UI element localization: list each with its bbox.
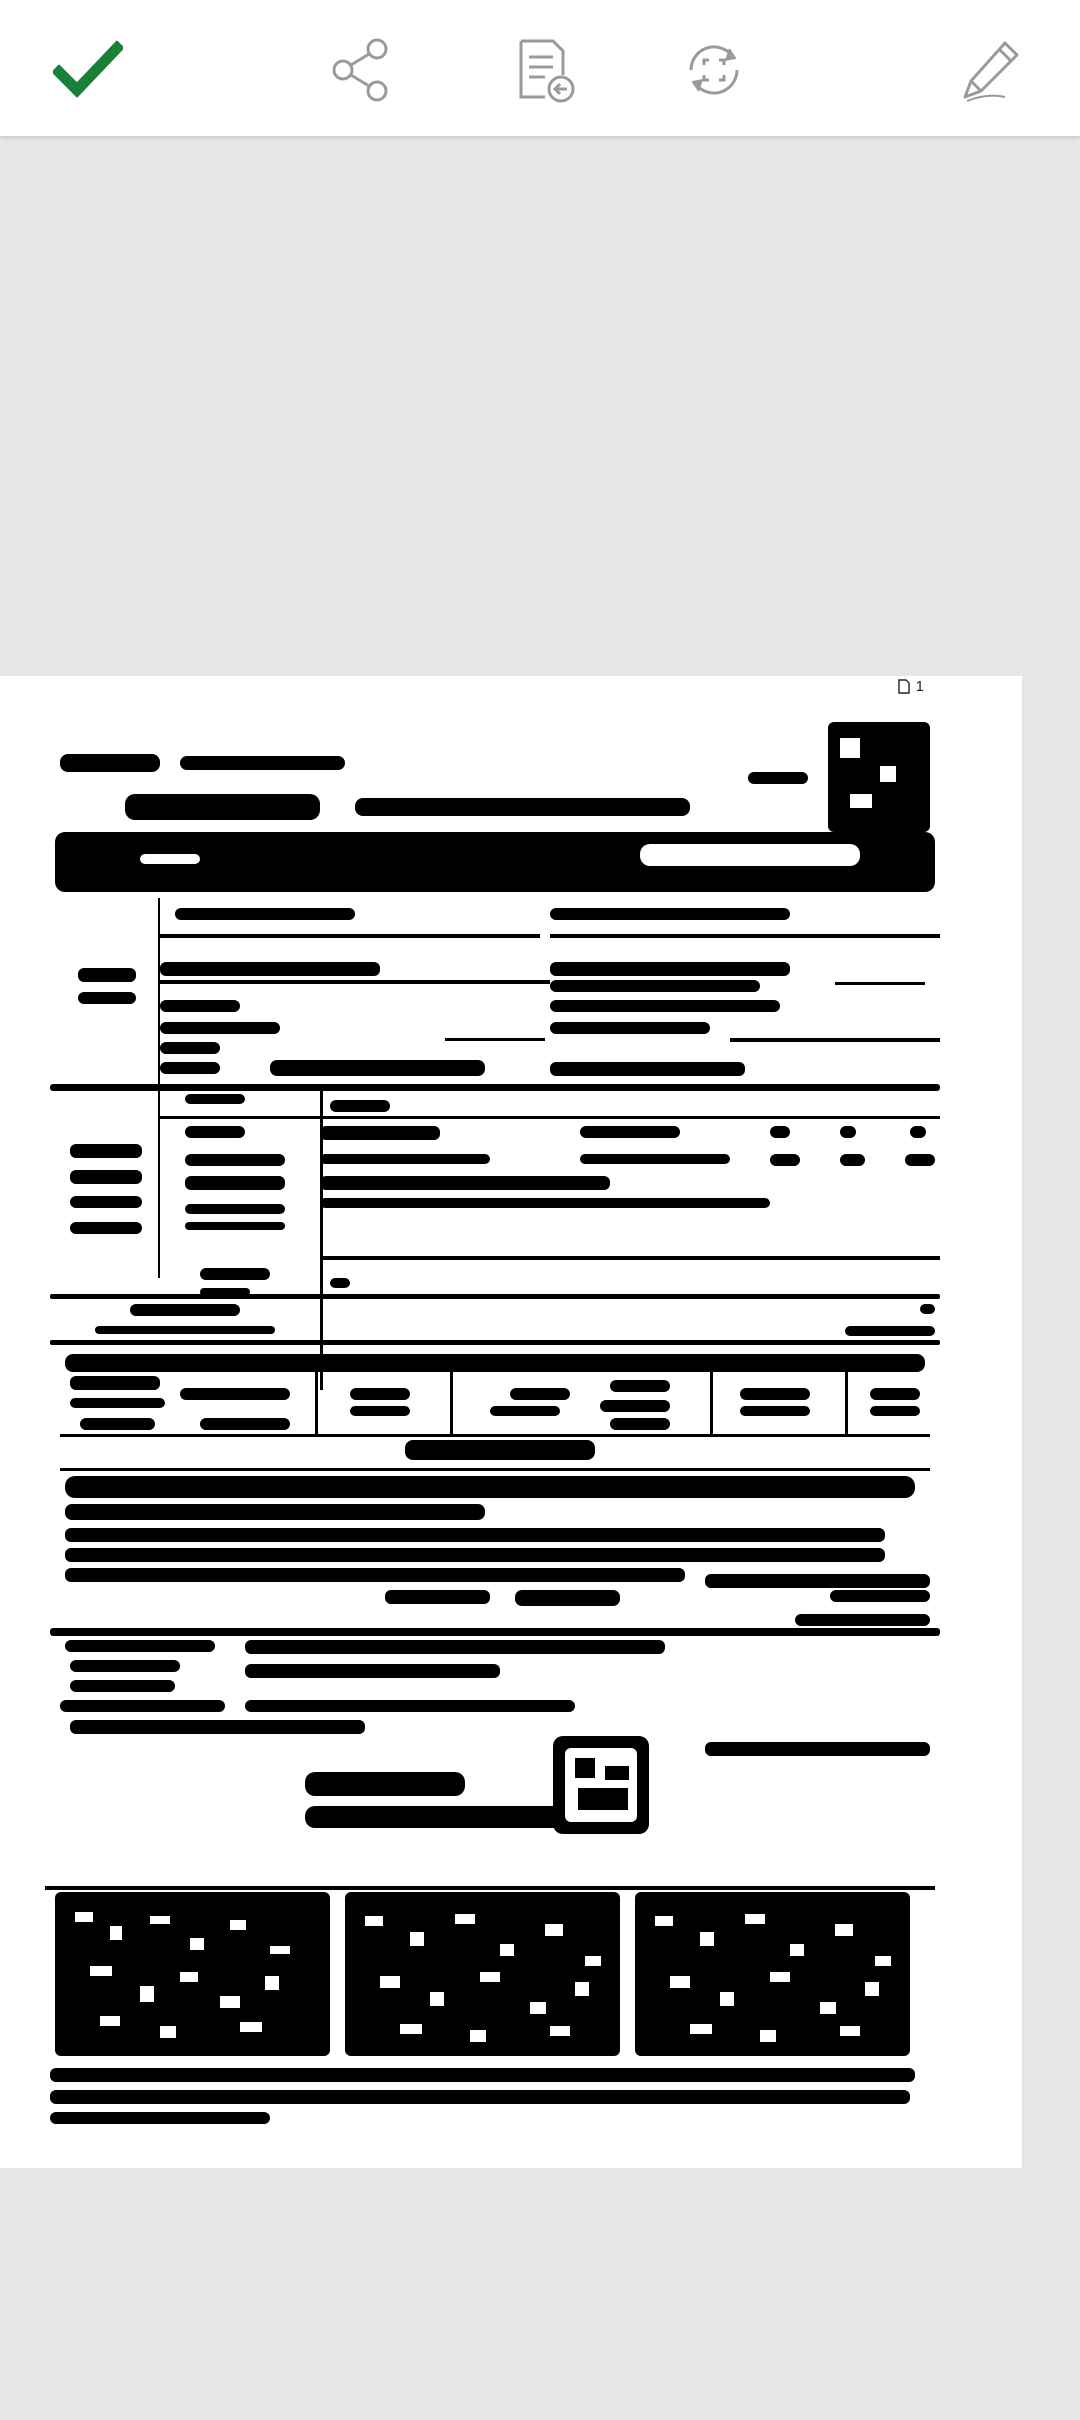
document-export-icon: [509, 35, 579, 105]
edit-button[interactable]: [950, 28, 1034, 112]
confirm-button[interactable]: [46, 28, 130, 112]
checkmark-icon: [53, 40, 123, 100]
scanned-page[interactable]: [0, 676, 1022, 2168]
rotate-crop-icon: [679, 35, 749, 105]
share-button[interactable]: [320, 28, 404, 112]
export-document-button[interactable]: [502, 28, 586, 112]
page-number: 1: [915, 677, 924, 695]
pen-icon: [957, 35, 1027, 105]
rotate-crop-button[interactable]: [672, 28, 756, 112]
scanned-document-image: [0, 676, 1022, 2168]
document-viewer[interactable]: [0, 136, 1080, 2420]
top-toolbar: [0, 0, 1080, 136]
share-icon: [329, 37, 395, 103]
